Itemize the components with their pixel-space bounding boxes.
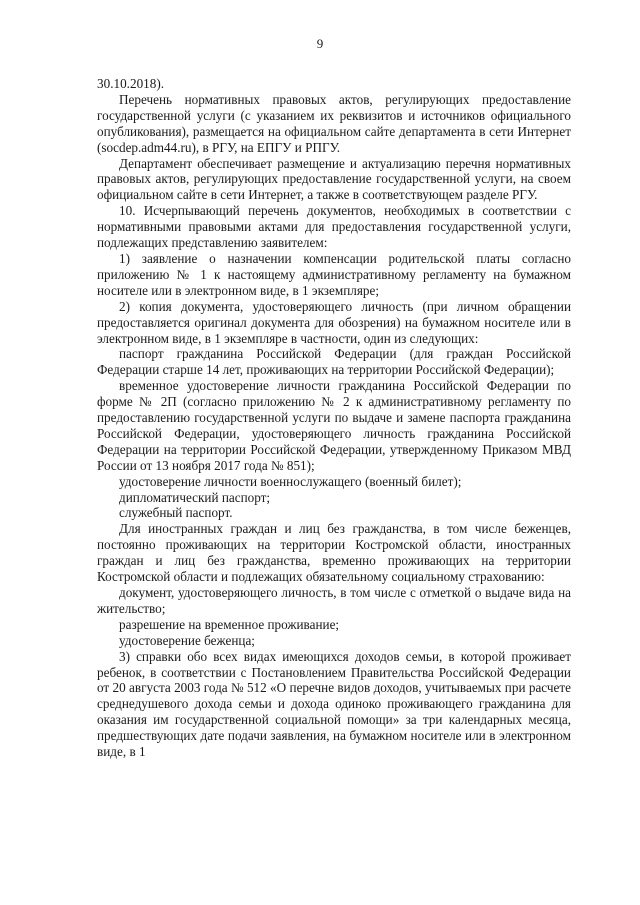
paragraph-department-updates: Департамент обеспечивает размещение и актуализацию перечня нормативных правовых актов, регулирующих предоставление государственной услуги, на своем официальном сайте в сети Интернет, а также в соответствующем разделе РГУ. <box>97 155 571 203</box>
paragraph-foreign-citizens: Для иностранных граждан и лиц без гражданства, в том числе беженцев, постоянно проживающих на территории Костромской области, иностранных граждан и лиц без гражданства, временно проживающих на территории Костромской области и подлежащих обязательному социальному страхованию: <box>97 521 571 585</box>
paragraph-service-passport: служебный паспорт. <box>119 505 233 521</box>
paragraph-temporary-id: временное удостоверение личности гражданина Российской Федерации по форме № 2П (согласно приложению № 2 к административному регламенту по предоставлению государственной услуги по выдаче и замене паспорта гражданина Российской Федерации, удостоверяющего личность гражданина Российской Федерации на территории Российской Федерации, утвержденному Приказом МВД России от 13 ноября 2017 года № 851); <box>97 378 571 473</box>
paragraph-diplomatic-passport: дипломатический паспорт; <box>119 489 271 505</box>
paragraph-item-1-application: 1) заявление о назначении компенсации родительской платы согласно приложению № 1 к настоящему административному регламенту на бумажном носителе или в электронном виде, в 1 экземпляре; <box>97 250 571 298</box>
paragraph-residence-permit-doc: документ, удостоверяющего личность, в том числе с отметкой о выдаче вида на жительство; <box>97 585 571 616</box>
paragraph-temporary-residence: разрешение на временное проживание; <box>119 616 340 632</box>
page-number: 9 <box>316 36 324 51</box>
paragraph-military-id: удостоверение личности военнослужащего (военный билет); <box>119 473 462 489</box>
paragraph-passport: паспорт гражданина Российской Федерации (для граждан Российской Федерации старше 14 лет, проживающих на территории Российской Федерации); <box>97 346 571 378</box>
paragraph-legal-acts-list: Перечень нормативных правовых актов, регулирующих предоставление государственной услуги (с указанием их реквизитов и источников официального опубликования), размещается на официальном сайте департамента в сети Интернет (socdep.adm44.ru), в РГУ, на ЕПГУ и РПГУ. <box>97 91 571 155</box>
paragraph-refugee-certificate: удостоверение беженца; <box>119 632 255 648</box>
document-body <box>97 76 571 760</box>
paragraph-section-10: 10. Исчерпывающий перечень документов, необходимых в соответствии с нормативными правовыми актами для предоставления государственной услуги, подлежащих представлению заявителем: <box>97 203 571 251</box>
paragraph-item-3-income: 3) справки обо всех видах имеющихся доходов семьи, в которой проживает ребенок, в соответствии с Постановлением Правительства Российской Федерации от 20 августа 2003 года № 512 «О перечне видов доходов, учитываемых при расчете среднедушевого дохода семьи и дохода одиноко проживающего гражданина для оказания им государственной социальной помощи» за три календарных месяца, предшествующих дате подачи заявления, на бумажном носителе или в электронном виде, в 1 <box>97 648 571 760</box>
paragraph-continuation: 30.10.2018). <box>97 76 165 91</box>
paragraph-item-2-identity-doc: 2) копия документа, удостоверяющего личность (при личном обращении предоставляется оригинал документа для обозрения) на бумажном носителе или в электронном виде, в 1 экземпляре в частности, один из следующих: <box>97 298 571 346</box>
